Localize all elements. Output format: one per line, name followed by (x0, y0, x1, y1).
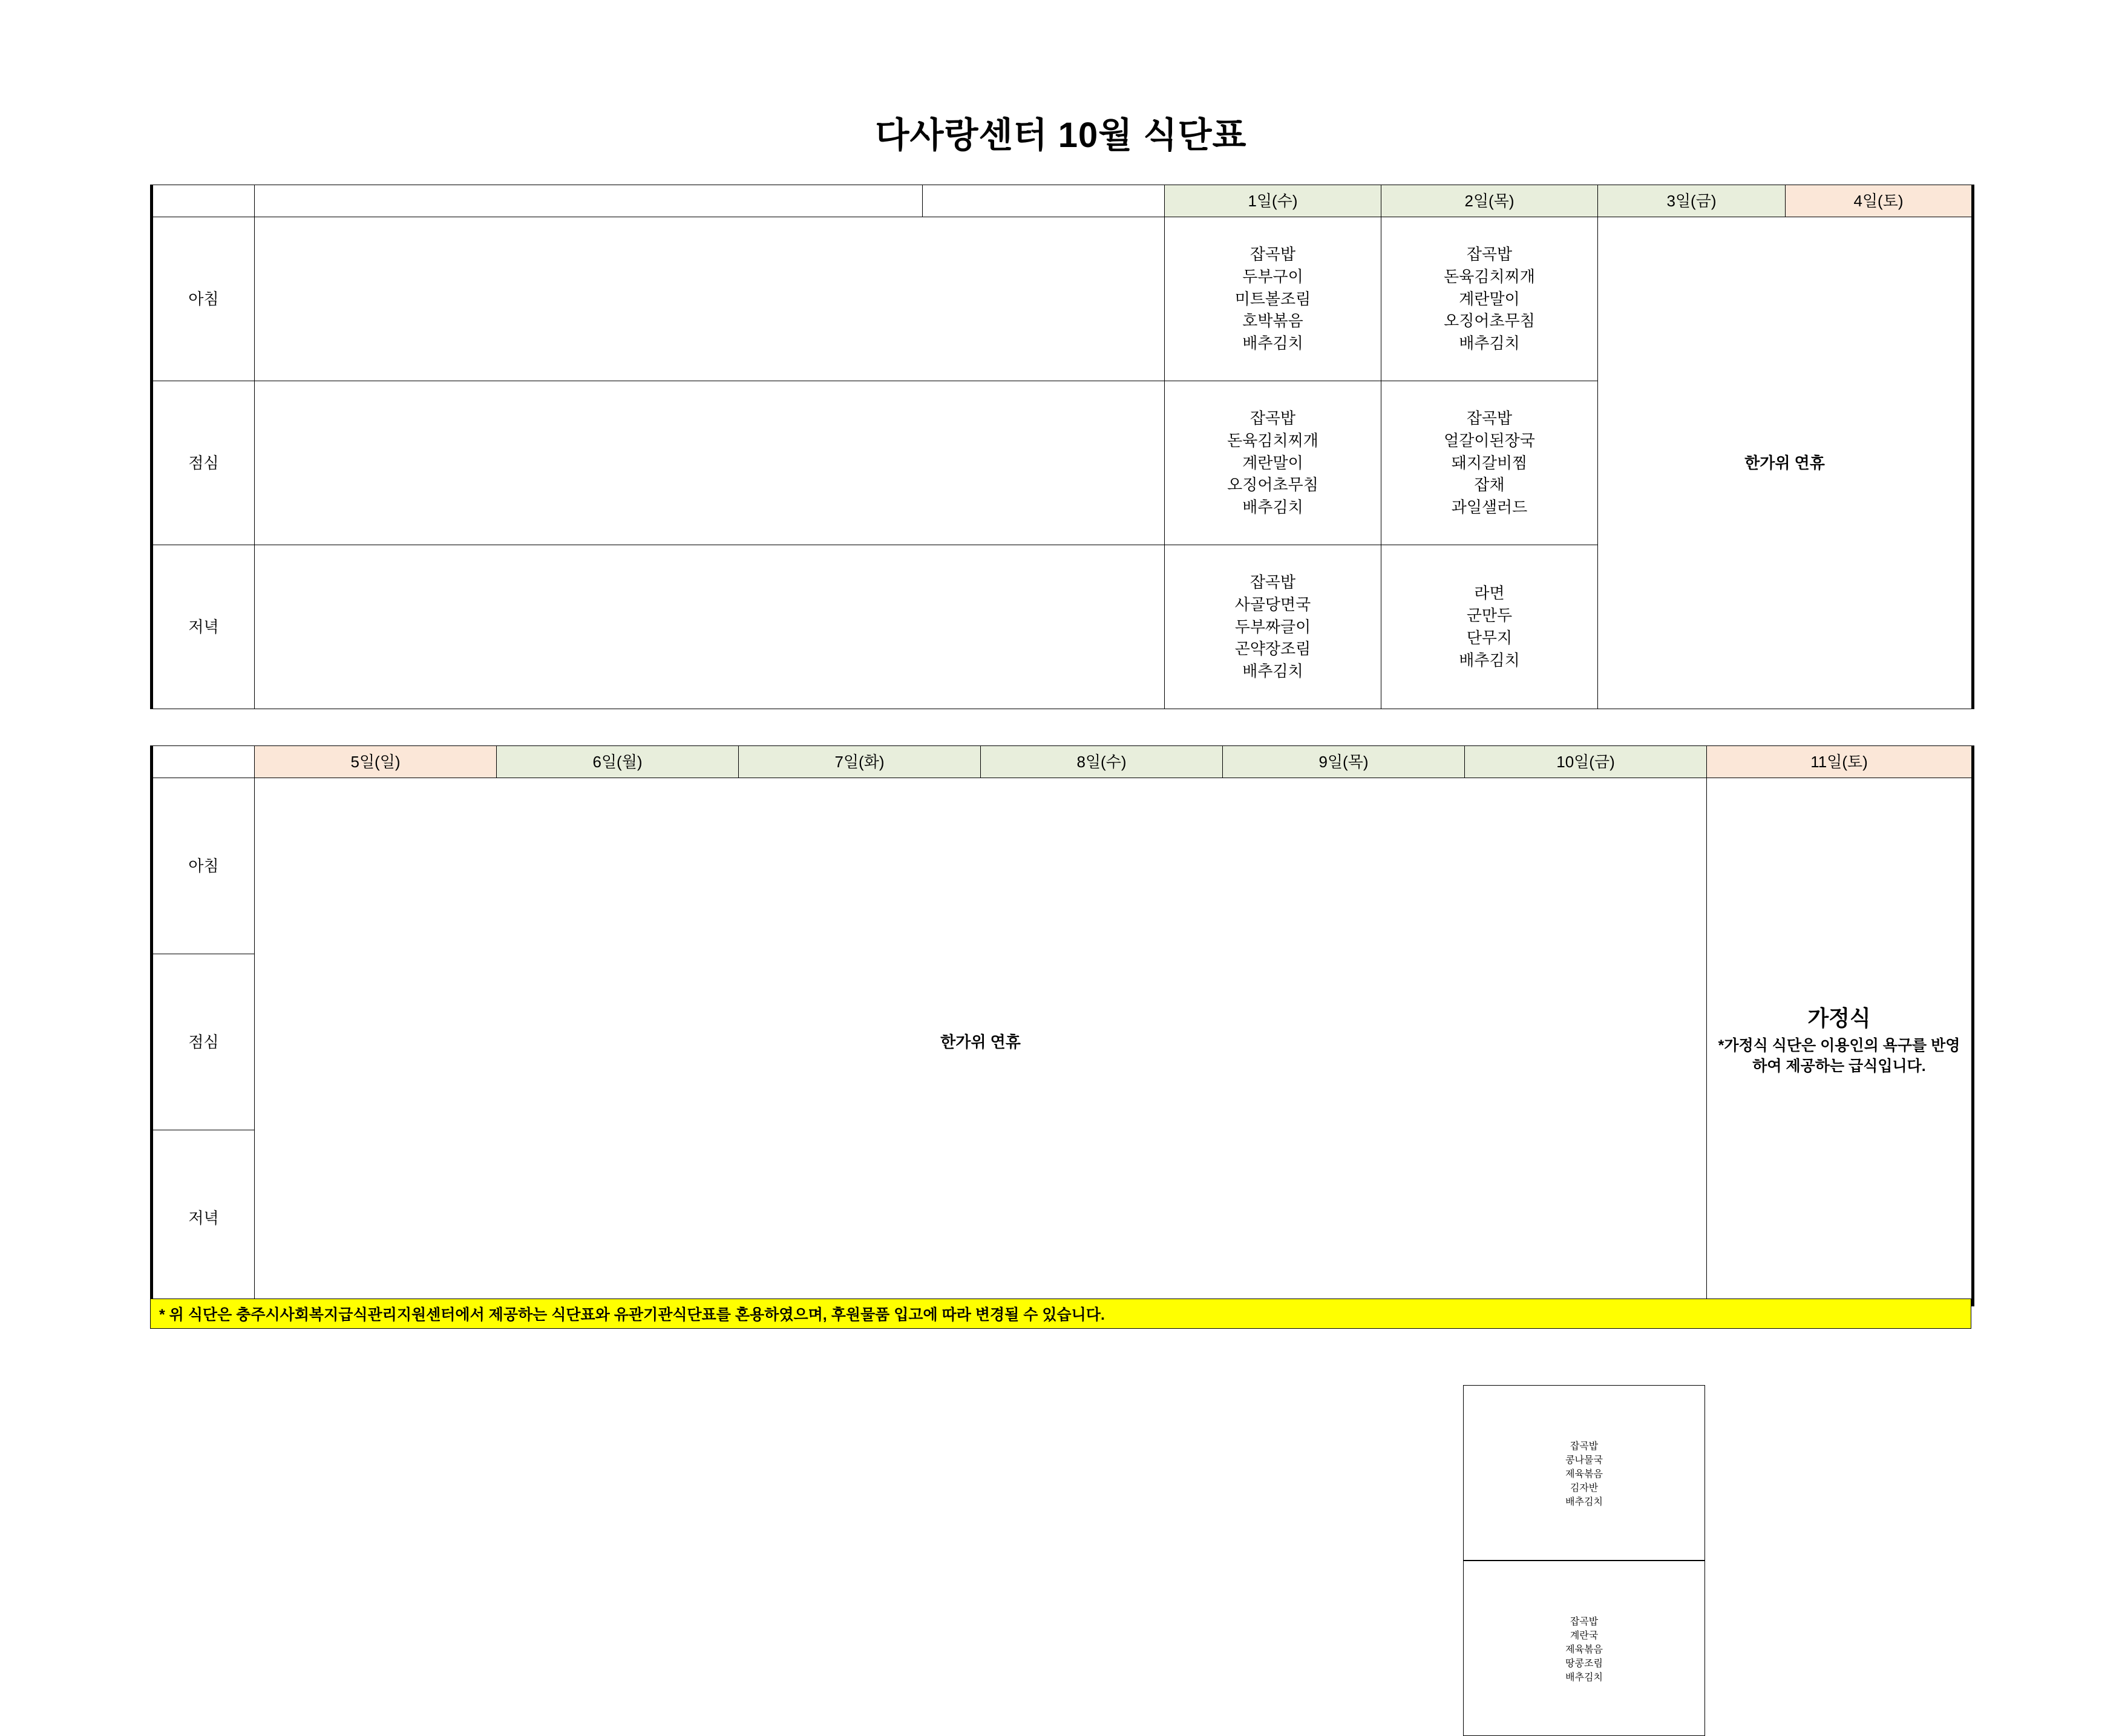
week1-dinner-day2 (1381, 545, 1598, 709)
row-label-dinner-week1: 저녁 (152, 545, 255, 709)
dish: 배추김치 (1242, 498, 1303, 517)
week2-header-day-10: 10일(금) (1465, 746, 1707, 778)
dish: 계란국 (1570, 1630, 1599, 1641)
dish: 두부짜글이 (1234, 617, 1311, 636)
week1-lunch-day1 (1165, 381, 1381, 545)
week2-header-day-6: 6일(월) (497, 746, 739, 778)
dish: 얼갈이된장국 (1444, 431, 1535, 450)
week2-header-corner (152, 746, 255, 778)
row-label-lunch-week2: 점심 (152, 954, 255, 1130)
week1-header-corner (152, 185, 255, 217)
dish: 배추김치 (1459, 334, 1520, 353)
dish: 잡곡밥 (1249, 408, 1296, 427)
week2-header-day-5: 5일(일) (255, 746, 497, 778)
week1-lunch-day2 (1381, 381, 1598, 545)
dish: 제육볶음 (1565, 1644, 1603, 1655)
week1-header-day-2: 2일(목) (1381, 185, 1598, 217)
dish: 땅콩조림 (1565, 1658, 1603, 1669)
week1-lunch-empty (255, 381, 1165, 545)
dish: 사골당면국 (1234, 595, 1311, 614)
week1-header-row (152, 185, 1973, 217)
dish: 곤약장조림 (1234, 640, 1311, 658)
week2-lunch-day10 (1463, 1385, 1705, 1561)
dish: 배추김치 (1242, 662, 1303, 681)
dish: 오징어초무침 (1444, 312, 1535, 330)
week1-breakfast-day2 (1381, 217, 1598, 381)
week1-breakfast-row (152, 217, 1973, 381)
dish: 호박볶음 (1242, 312, 1303, 330)
week1-dinner-empty (255, 545, 1165, 709)
dish: 과일샐러드 (1451, 498, 1528, 517)
week2-header-day-7: 7일(화) (739, 746, 981, 778)
dish: 배추김치 (1459, 650, 1520, 669)
page-title: 다사랑센터 10월 식단표 (875, 116, 1247, 155)
row-label-lunch-week1: 점심 (152, 381, 255, 545)
dish: 배추김치 (1242, 334, 1303, 353)
dish: 오징어초무침 (1227, 476, 1318, 494)
dish: 김자반 (1570, 1482, 1599, 1493)
dish: 두부구이 (1242, 267, 1303, 286)
week1-dinner-day1 (1165, 545, 1381, 709)
week1-table-wrap (150, 185, 1971, 709)
week1-table (150, 185, 1974, 709)
dish: 잡채 (1474, 476, 1505, 494)
dish: 단무지 (1466, 629, 1513, 647)
week1-holiday-note: 한가위 연휴 (1598, 217, 1973, 709)
dish: 잡곡밥 (1249, 244, 1296, 263)
footnote-banner (150, 1299, 1971, 1329)
dish: 잡곡밥 (1570, 1441, 1599, 1452)
dish: 돈육김치찌개 (1444, 267, 1535, 286)
week2-header-day-9: 9일(목) (1223, 746, 1465, 778)
dish: 제육볶음 (1565, 1469, 1603, 1479)
dish: 잡곡밥 (1570, 1616, 1599, 1627)
dish: 배추김치 (1565, 1672, 1603, 1683)
dish: 미트볼조림 (1234, 289, 1311, 308)
dish: 군만두 (1466, 606, 1513, 625)
week2-header-day-8: 8일(수) (981, 746, 1223, 778)
dish: 잡곡밥 (1466, 244, 1513, 263)
dish: 돼지갈비찜 (1451, 453, 1528, 472)
row-label-dinner-week2: 저녁 (152, 1130, 255, 1306)
dish: 계란말이 (1459, 289, 1520, 308)
dish: 콩나물국 (1565, 1455, 1603, 1466)
row-label-breakfast-week2: 아침 (152, 778, 255, 954)
dish: 잡곡밥 (1249, 572, 1296, 591)
dish: 돈육김치찌개 (1227, 431, 1318, 450)
row-label-breakfast-week1: 아침 (152, 217, 255, 381)
week2-home-meal-note (1707, 778, 1973, 1306)
week1-header-day-1: 1일(수) (1165, 185, 1381, 217)
dish: 배추김치 (1565, 1496, 1603, 1507)
week2-header-day-11: 11일(토) (1707, 746, 1973, 778)
week1-header-blank-1 (255, 185, 923, 217)
dish: 라면 (1474, 584, 1505, 603)
week2-header-row (152, 746, 1973, 778)
footnote-text: * 위 식단은 충주시사회복지급식관리지원센터에서 제공하는 식단표와 유관기관식단표를 혼용하였으며, 후원물품 입고에 따라 변경될 수 있습니다. (159, 1306, 1105, 1323)
home-meal-body: *가정식 식단은 이용인의 욕구를 반영하여 제공하는 급식입니다. (1718, 1037, 1960, 1075)
week2-table (150, 745, 1974, 1306)
week1-header-day-4: 4일(토) (1786, 185, 1973, 217)
week2-dinner-day10 (1463, 1561, 1705, 1736)
week2-breakfast-row (152, 778, 1973, 954)
week2-holiday-note: 한가위 연휴 (255, 778, 1707, 1306)
week1-header-blank-2 (923, 185, 1165, 217)
dish: 계란말이 (1242, 453, 1303, 472)
home-meal-title: 가정식 (1807, 1005, 1871, 1030)
dish: 잡곡밥 (1466, 408, 1513, 427)
week1-header-day-3: 3일(금) (1598, 185, 1786, 217)
week1-breakfast-empty (255, 217, 1165, 381)
week1-breakfast-day1 (1165, 217, 1381, 381)
